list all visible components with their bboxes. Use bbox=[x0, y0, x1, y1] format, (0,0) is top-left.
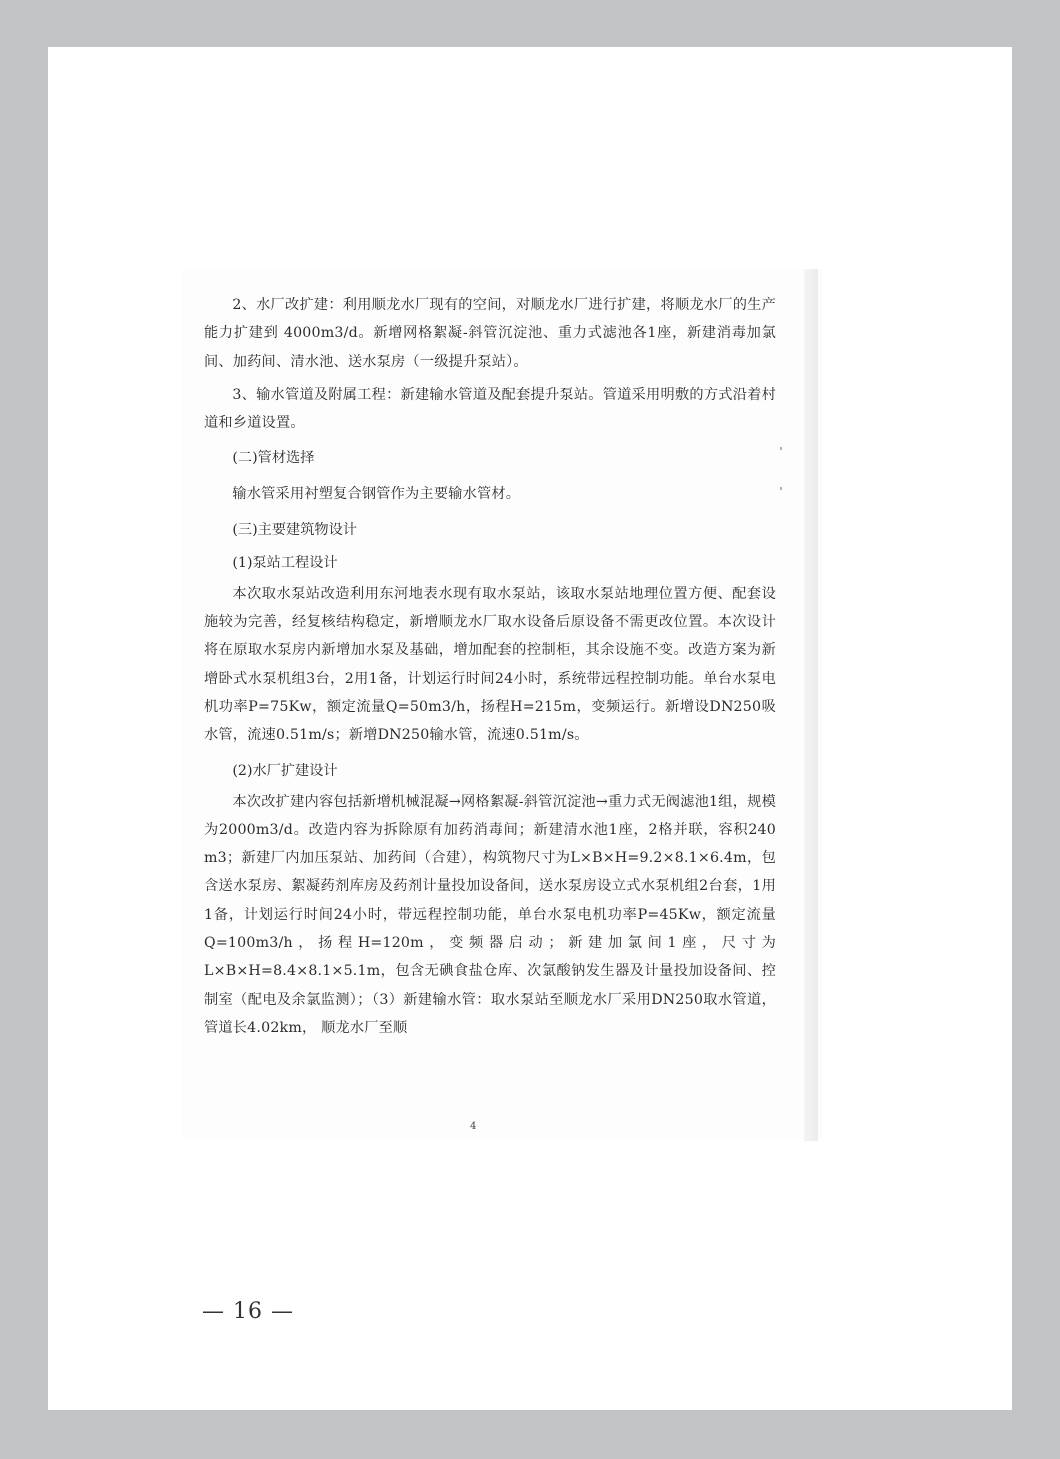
paragraph-pipe-material: 输水管采用衬塑复合钢管作为主要输水管材。 bbox=[232, 486, 521, 503]
paragraph-pipeline-works: 3、输水管道及附属工程：新建输水管道及配套提升泵站。管道采用明敷的方式沿着村道和乡道设置。 bbox=[204, 386, 776, 432]
paragraph-water-plant-expansion: 2、水厂改扩建：利用顺龙水厂现有的空间，对顺龙水厂进行扩建，将顺龙水厂的生产能力扩建到 4000m3/d。新增网格絮凝-斜管沉淀池、重力式滤池各1座，新建消毒加氯间、加药间、清水池、送水泵房（一级提升泵站）。 bbox=[204, 297, 776, 370]
heading-plant-expansion-design: (2)水厂扩建设计 bbox=[232, 762, 338, 779]
inner-page-number: 4 bbox=[470, 1121, 477, 1132]
footer-page-number: — 16 — bbox=[202, 1299, 294, 1324]
document-body bbox=[204, 291, 776, 1042]
scan-speck bbox=[780, 487, 782, 490]
scan-edge-shadow bbox=[804, 269, 818, 1141]
scan-speck bbox=[780, 447, 782, 450]
heading-pump-station-design: (1)泵站工程设计 bbox=[232, 554, 338, 571]
heading-pipe-selection: (二)管材选择 bbox=[232, 450, 315, 467]
document-page bbox=[48, 47, 1012, 1410]
paragraph-pump-station: 本次取水泵站改造利用东河地表水现有取水泵站，该取水泵站地理位置方便、配套设施较为完善，经复核结构稳定，新增顺龙水厂取水设备后原设备不需更改位置。本次设计将在原取水泵房内新增加水泵及基础，增加配套的控制柜，其余设施不变。改造方案为新增卧式水泵机组3台，2用1备，计划运行时间24小时，系统带远程控制功能。单台水泵电机功率P=75Kw，额定流量Q=50m3/h，扬程H=215m，变频运行。新增设DN250吸水管，流速0.51m/s；新增DN250输水管，流速0.51m/s。 bbox=[204, 585, 776, 744]
paragraph-plant-expansion: 本次改扩建内容包括新增机械混凝→网格絮凝-斜管沉淀池→重力式无阀滤池1组，规模为2000m3/d。改造内容为拆除原有加药消毒间；新建清水池1座，2格并联，容积240 m3；新建厂内加压泵站、加药间（合建），构筑物尺寸为L×B×H=9.2×8.1×6.4m，包含送水泵房、絮凝药剂库房及药剂计量投加设备间，送水泵房设立式水泵机组2台套，1用1备，计划运行时间24小时，带远程控制功能，单台水泵电机功率P=45Kw，额定流量Q=100m3/h，扬程H=120m，变频器启动；新建加氯间1座，尺寸为L×B×H=8.4×8.1×5.1m，包含无碘食盐仓库、次氯酸钠发生器及计量投加设备间、控制室（配电及余氯监测）；（3）新建输水管：取水泵站至顺龙水厂采用DN250取水管道，管道长4.02km， 顺龙水厂至顺 bbox=[204, 793, 776, 1036]
heading-main-structures: (三)主要建筑物设计 bbox=[232, 521, 357, 538]
